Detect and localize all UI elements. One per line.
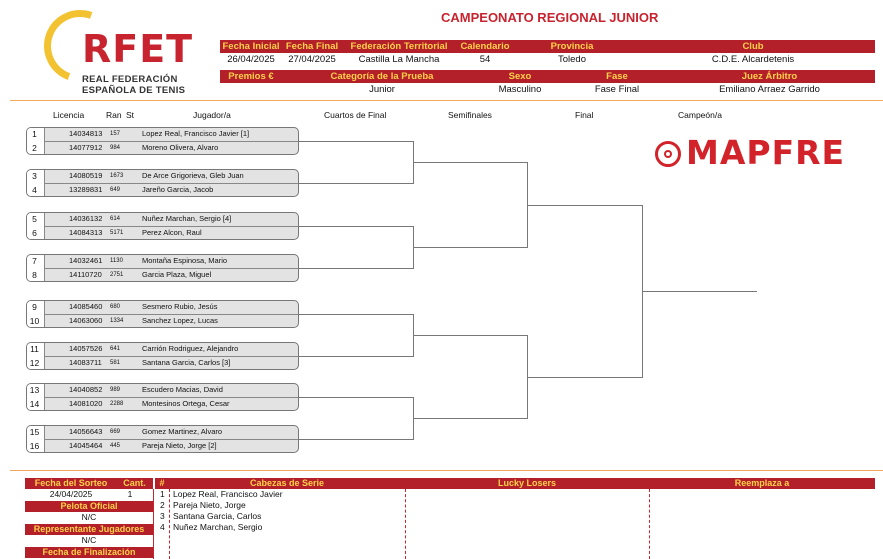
player-license: 14085460 (69, 302, 103, 311)
player-row[interactable] (26, 314, 299, 328)
header-provincia: Provincia (550, 41, 594, 52)
seed-name: Nuñez Marchan, Sergio (173, 522, 263, 532)
player-name: Jareño Garcia, Jacob (142, 185, 214, 194)
bracket-line (413, 162, 527, 163)
player-rank: 614 (110, 216, 121, 222)
player-name: Sanchez Lopez, Lucas (142, 316, 218, 325)
seed-number: 1 (160, 489, 165, 499)
player-name: Carrión Rodriguez, Alejandro (142, 344, 239, 353)
player-name: Montaña Espinosa, Mario (142, 256, 228, 265)
cant-value: 1 (127, 489, 133, 499)
bracket-line (299, 314, 413, 315)
draw-position: 13 (29, 385, 40, 395)
draw-position: 4 (32, 185, 37, 195)
player-rank: 984 (110, 145, 121, 151)
value-categoria: Junior (369, 84, 395, 95)
value-fecha-inicial: 26/04/2025 (227, 54, 275, 65)
footer-divider-1 (169, 489, 170, 559)
fecha-sorteo-label: Fecha del Sorteo (34, 478, 108, 488)
player-license: 14081020 (69, 399, 103, 408)
header-sexo: Sexo (508, 71, 532, 82)
footer-divider (10, 470, 883, 471)
player-license: 14077912 (69, 143, 103, 152)
value-federacion: Castilla La Mancha (358, 54, 440, 65)
mapfre-emblem-icon (655, 141, 681, 167)
bracket-line (299, 439, 413, 440)
player-row[interactable] (26, 383, 299, 397)
player-rank: 641 (110, 346, 121, 352)
seed-number: 3 (160, 511, 165, 521)
pelota-label: Pelota Oficial (25, 501, 153, 512)
player-row[interactable] (26, 268, 299, 282)
player-row[interactable] (26, 226, 299, 240)
header-fecha-inicial: Fecha Inicial (222, 41, 280, 52)
footer-divider-3 (649, 489, 650, 559)
bracket-line (299, 141, 413, 142)
col-jugador: Jugador/a (193, 110, 231, 120)
page-title: CAMPEONATO REGIONAL JUNIOR (441, 10, 659, 25)
col-ran: Ran (106, 110, 122, 120)
draw-position: 11 (30, 344, 39, 354)
bracket-line (413, 418, 527, 419)
seed-number: 4 (160, 522, 165, 532)
player-license: 14034813 (69, 129, 103, 138)
player-rank: 157 (110, 131, 121, 137)
value-calendario: 54 (479, 54, 491, 65)
player-license: 13289831 (69, 185, 103, 194)
value-sexo: Masculino (498, 84, 542, 95)
cant-label: Cant. (123, 478, 146, 488)
draw-position: 8 (32, 270, 37, 280)
draw-position: 14 (29, 399, 40, 409)
bracket-line (527, 205, 642, 206)
player-license: 14080519 (69, 171, 103, 180)
value-juez: Emiliano Arraez Garrido (719, 84, 820, 95)
header-juez: Juez Árbitro (741, 71, 798, 82)
player-rank: 5171 (110, 230, 124, 236)
player-rank: 680 (110, 304, 121, 310)
player-rank: 669 (110, 429, 121, 435)
bracket-line (413, 335, 527, 336)
player-row[interactable] (26, 397, 299, 411)
col-semifinales: Semifinales (448, 110, 492, 120)
header-club: Club (742, 41, 764, 52)
bracket-line (642, 291, 757, 292)
player-rank: 989 (110, 387, 121, 393)
player-row[interactable] (26, 183, 299, 197)
player-row[interactable] (26, 425, 299, 439)
player-name: Sesmero Rubio, Jesús (142, 302, 218, 311)
bracket-line (299, 226, 413, 227)
player-name: Montesinos Ortega, Cesar (142, 399, 230, 408)
draw-position: 1 (32, 129, 37, 139)
player-rank: 1673 (110, 173, 124, 179)
logo-line-2: ESPAÑOLA DE TENIS (82, 85, 186, 96)
player-license: 14045464 (69, 441, 103, 450)
col-final: Final (575, 110, 594, 120)
draw-position: 10 (29, 316, 40, 326)
reemplaza-label: Reemplaza a (734, 478, 790, 488)
player-row[interactable] (26, 356, 299, 370)
hash-label: # (159, 478, 165, 488)
col-licencia: Licencia (53, 110, 85, 120)
bracket-line (299, 356, 413, 357)
sponsor-name: MAPFRE (686, 133, 846, 172)
player-row[interactable] (26, 300, 299, 314)
player-rank: 1130 (110, 258, 123, 264)
draw-position: 16 (29, 441, 40, 451)
header-fase: Fase (606, 71, 628, 82)
draw-position: 3 (32, 171, 37, 181)
player-name: Perez Alcon, Raul (142, 228, 202, 237)
header-federacion: Federación Territorial (350, 41, 448, 52)
seed-name: Lopez Real, Francisco Javier (173, 489, 283, 499)
player-name: Garcia Plaza, Miguel (142, 270, 212, 279)
bracket-line (299, 397, 413, 398)
draw-position: 6 (32, 228, 37, 238)
value-provincia: Toledo (558, 54, 586, 65)
player-license: 14056643 (69, 427, 103, 436)
player-rank: 1334 (110, 318, 124, 324)
fecha-sorteo-value: 24/04/2025 (49, 489, 93, 499)
seed-name: Pareja Nieto, Jorge (173, 500, 246, 510)
player-name: Escudero Macias, David (142, 385, 223, 394)
col-st: St (126, 110, 135, 120)
player-name: Lopez Real, Francisco Javier [1] (142, 129, 250, 138)
player-license: 14057526 (69, 344, 103, 353)
player-license: 14032461 (69, 256, 103, 265)
player-license: 14083711 (69, 358, 102, 367)
finalizacion-label: Fecha de Finalización (25, 547, 153, 558)
logo-abbr: RFET (82, 27, 194, 71)
bracket-line (299, 183, 413, 184)
seed-number: 2 (160, 500, 165, 510)
player-rank: 2751 (110, 272, 124, 278)
seed-name: Santana Garcia, Carlos (173, 511, 262, 521)
header-categoria: Categoría de la Prueba (330, 71, 434, 82)
player-license: 14040852 (69, 385, 103, 394)
player-row[interactable] (26, 141, 299, 155)
draw-position: 2 (32, 143, 37, 153)
value-club: C.D.E. Alcardetenis (711, 54, 795, 65)
pelota-value: N/C (81, 512, 97, 522)
col-campeon: Campeón/a (678, 110, 722, 120)
player-name: De Arce Grigorieva, Gleb Juan (142, 171, 244, 180)
player-row[interactable] (26, 439, 299, 453)
header-premios: Premios € (228, 71, 274, 82)
player-row[interactable] (26, 342, 299, 356)
header-divider (10, 100, 883, 101)
player-row[interactable] (26, 254, 299, 268)
player-row[interactable] (26, 212, 299, 226)
header-fecha-final: Fecha Final (285, 41, 339, 52)
header-calendario: Calendario (460, 41, 510, 52)
representante-value: N/C (81, 535, 97, 545)
col-cuartos: Cuartos de Final (324, 110, 387, 120)
player-license: 14084313 (69, 228, 103, 237)
player-license: 14063060 (69, 316, 103, 325)
player-name: Santana Garcia, Carlos [3] (142, 358, 231, 367)
player-row[interactable] (26, 169, 299, 183)
cabezas-label: Cabezas de Serie (249, 478, 325, 488)
value-fecha-final: 27/04/2025 (288, 54, 336, 65)
bracket-line (413, 247, 527, 248)
footer-divider-0 (153, 489, 154, 559)
bracket-line (527, 377, 642, 378)
draw-position: 9 (32, 302, 37, 312)
draw-position: 5 (32, 214, 37, 224)
value-fase: Fase Final (594, 84, 640, 95)
representante-label: Representante Jugadores (25, 524, 153, 535)
draw-position: 12 (29, 358, 40, 368)
player-rank: 2288 (110, 401, 124, 407)
player-rank: 445 (110, 443, 121, 449)
player-name: Nuñez Marchan, Sergio [4] (142, 214, 232, 223)
player-rank: 581 (110, 360, 121, 366)
player-name: Pareja Nieto, Jorge [2] (142, 441, 217, 450)
player-row[interactable] (26, 127, 299, 141)
logo-line-1: REAL FEDERACIÓN (82, 74, 178, 85)
footer-divider-2 (405, 489, 406, 559)
player-name: Gomez Martinez, Alvaro (142, 427, 223, 436)
draw-position: 7 (32, 256, 37, 266)
lucky-label: Lucky Losers (497, 478, 557, 488)
player-license: 14036132 (69, 214, 103, 223)
bracket-line (299, 268, 413, 269)
player-name: Moreno Olivera, Alvaro (142, 143, 219, 152)
draw-position: 15 (29, 427, 40, 437)
player-license: 14110720 (69, 270, 102, 279)
player-rank: 649 (110, 187, 121, 193)
